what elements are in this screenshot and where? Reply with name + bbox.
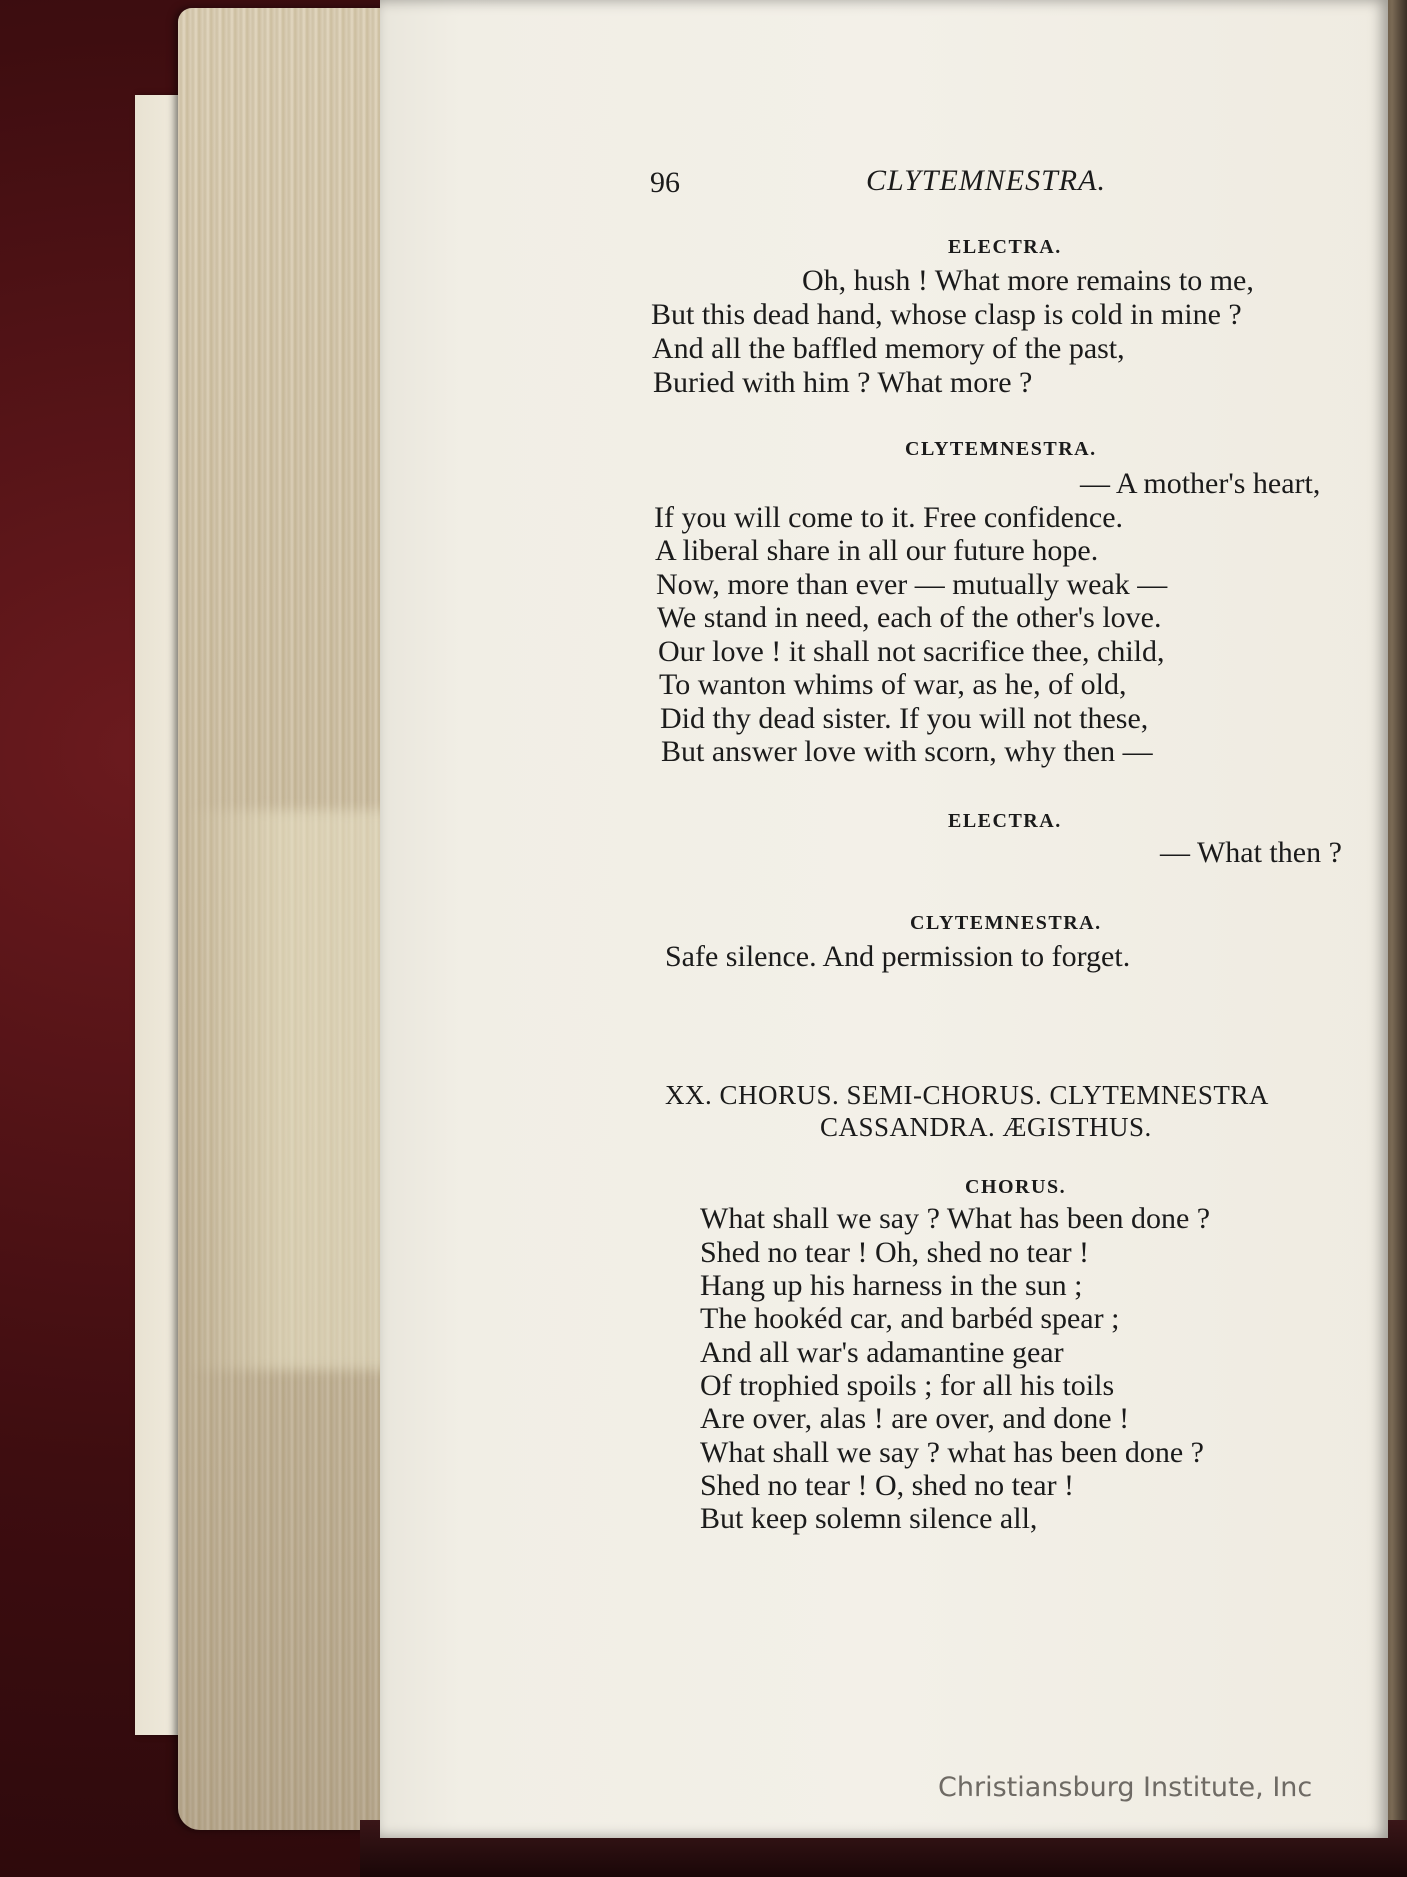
verse-line: A liberal share in all our future hope. [655, 534, 1099, 567]
verse-line: Did thy dead sister. If you will not these, [660, 702, 1149, 735]
speaker-clytemnestra-2: CLYTEMNESTRA. [910, 912, 1102, 934]
page-number: 96 [650, 166, 680, 199]
verse-line: But answer love with scorn, why then — [661, 735, 1153, 768]
verse-line: Now, more than ever — mutually weak — [656, 568, 1168, 601]
watermark: Christiansburg Institute, Inc [938, 1772, 1313, 1803]
verse-line: Shed no tear ! Oh, shed no tear ! [700, 1236, 1090, 1269]
speaker-electra-2: ELECTRA. [948, 810, 1062, 832]
verse-line: Oh, hush ! What more remains to me, [802, 264, 1254, 297]
verse-line: — A mother's heart, [1080, 467, 1321, 500]
scene-heading: CASSANDRA. ÆGISTHUS. [820, 1112, 1152, 1142]
verse-line: Hang up his harness in the sun ; [700, 1269, 1083, 1302]
verse-line: Of trophied spoils ; for all his toils [700, 1369, 1115, 1402]
verse-line: The hookéd car, and barbéd spear ; [700, 1302, 1120, 1335]
verse-line: Buried with him ? What more ? [653, 366, 1033, 399]
speaker-clytemnestra-1: CLYTEMNESTRA. [905, 438, 1097, 460]
verse-line: And all the baffled memory of the past, [652, 332, 1125, 365]
verse-line: But keep solemn silence all, [700, 1502, 1038, 1535]
scene-heading: XX. CHORUS. SEMI-CHORUS. CLYTEMNESTRA [665, 1080, 1269, 1110]
verse-line: — What then ? [1160, 836, 1342, 869]
verse-line: To wanton whims of war, as he, of old, [659, 668, 1127, 701]
verse-line: But this dead hand, whose clasp is cold in mine ? [651, 298, 1242, 331]
verse-line: Safe silence. And permission to forget. [665, 940, 1131, 973]
running-title: CLYTEMNESTRA. [866, 164, 1106, 197]
verse-line: We stand in need, each of the other's love. [657, 601, 1162, 634]
verse-line: What shall we say ? what has been done ? [700, 1436, 1204, 1469]
verse-line: Our love ! it shall not sacrifice thee, child, [658, 635, 1165, 668]
verse-line: Shed no tear ! O, shed no tear ! [700, 1469, 1075, 1502]
verse-line: And all war's adamantine gear [700, 1336, 1064, 1369]
speaker-electra-1: ELECTRA. [948, 236, 1062, 258]
verse-line: Are over, alas ! are over, and done ! [700, 1402, 1130, 1435]
speaker-chorus: CHORUS. [965, 1176, 1067, 1198]
verse-line: What shall we say ? What has been done ? [700, 1202, 1211, 1235]
verse-line: If you will come to it. Free confidence. [654, 501, 1124, 534]
